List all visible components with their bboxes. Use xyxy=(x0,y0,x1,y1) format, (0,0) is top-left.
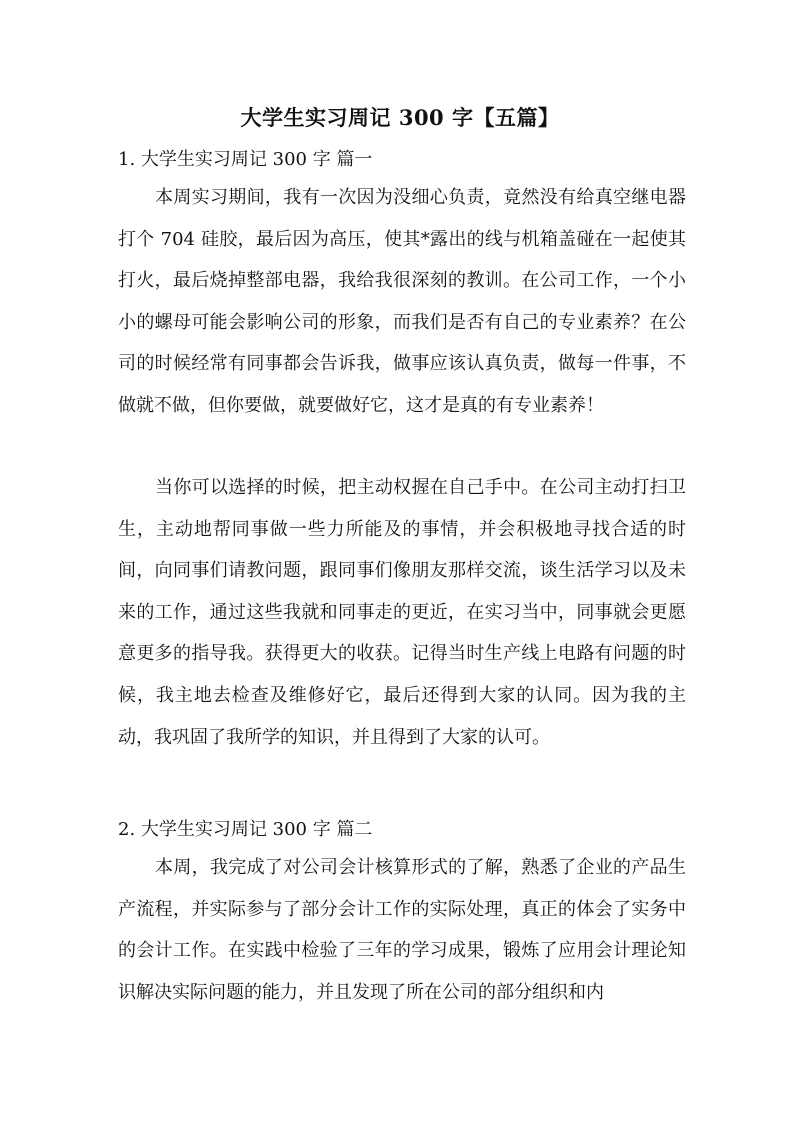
section-heading-1: 1. 大学生实习周记 300 字 篇一 xyxy=(118,149,373,170)
section-2-paragraph-1: 本周，我完成了对公司会计核算形式的了解，熟悉了企业的产品生产流程，并实际参与了部分会计工作的实际处理，真正的体会了实务中的会计工作。在实践中检验了三年的学习成果，锻炼了应用会计理论知识解决实际问题的能力，并且发现了所在公司的部分组织和内 xyxy=(118,857,686,1003)
document-title: 大学生实习周记 300 字【五篇】 xyxy=(240,105,560,130)
section-heading-2: 2. 大学生实习周记 300 字 篇二 xyxy=(118,819,373,840)
section-1-paragraph-1: 本周实习期间，我有一次因为没细心负责，竟然没有给真空继电器打个 704 硅胶，最后因为高压，使其*露出的线与机箱盖碰在一起使其打火，最后烧掉整部电器，我给我很深刻的教训。在公司工作，一个小小的螺母可能会影响公司的形象，而我们是否有自己的专业素养？在公司的时候经常有同事都会告诉我，做事应该认真负责，做每一件事，不做就不做，但你要做，就要做好它，这才是真的有专业素养！ xyxy=(118,187,686,416)
section-1-paragraph-2: 当你可以选择的时候，把主动权握在自己手中。在公司主动打扫卫生，主动地帮同事做一些力所能及的事情，并会积极地寻找合适的时间，向同事们请教问题，跟同事们像朋友那样交流，谈生活学习以及未来的工作，通过这些我就和同事走的更近，在实习当中，同事就会更愿意更多的指导我。获得更大的收获。记得当时生产线上电路有问题的时候，我主地去检查及维修好它，最后还得到大家的认同。因为我的主动，我巩固了我所学的知识，并且得到了大家的认可。 xyxy=(118,477,686,748)
